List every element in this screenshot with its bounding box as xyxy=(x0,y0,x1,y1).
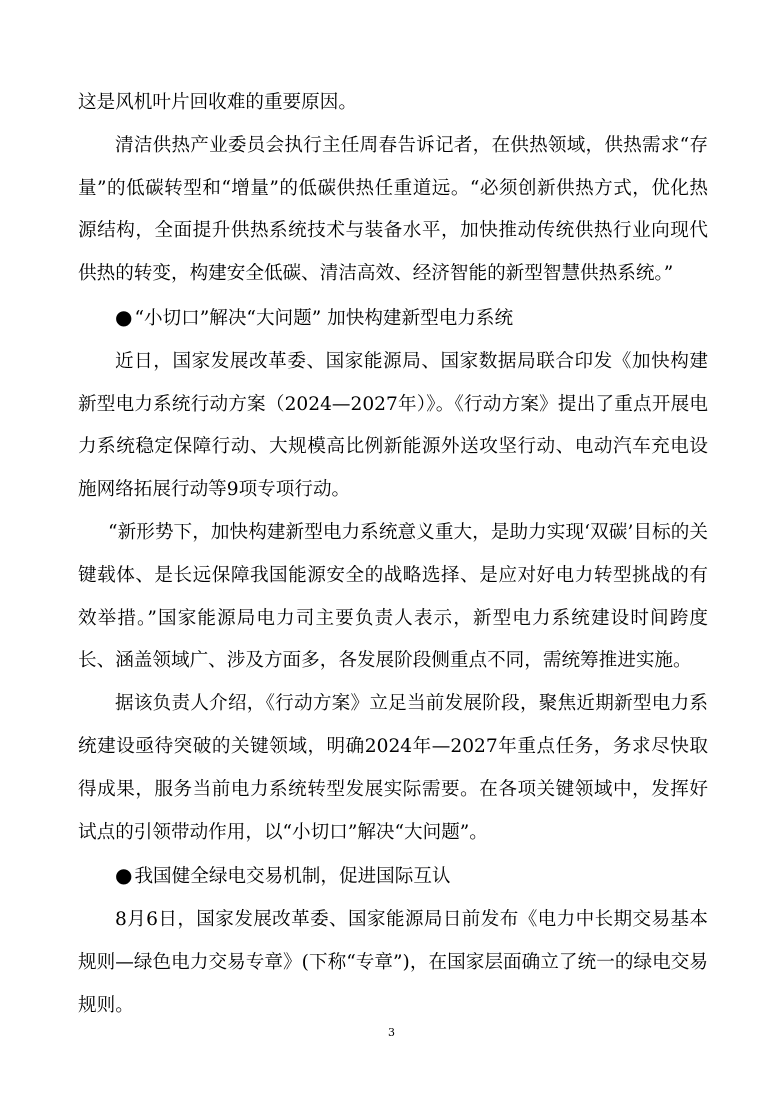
page-number: 3 xyxy=(388,1026,395,1039)
paragraph-green-trading: 8月6日，国家发展改革委、国家能源局日前发布《电力中长期交易基本规则—绿色电力交易专章》(下称“专章”)，在国家层面确立了统一的绿电交易规则。 xyxy=(78,909,708,1016)
section-heading-green-power xyxy=(78,854,708,899)
bullet-icon: ● xyxy=(115,304,133,329)
section-heading-text: 我国健全绿电交易机制，促进国际互认 xyxy=(134,866,451,888)
section-heading-text: “小切口”解决“大问题” 加快构建新型电力系统 xyxy=(134,307,514,329)
paragraph-quote: “新形势下，加快构建新型电力系统意义重大，是助力实现‘双碳’目标的关键载体、是长远保障我国能源安全的战略选择、是应对好电力转型挑战的有效举措。”国家能源局电力司主要负责人表示，新型电力系统建设时间跨度长、涵盖领域广、涉及方面多，各发展阶段侧重点不同，需统筹推进实施。 xyxy=(78,521,708,672)
paragraph-heating: 清洁供热产业委员会执行主任周春告诉记者，在供热领域，供热需求“存量”的低碳转型和“增量”的低碳供热任重道远。“必须创新供热方式，优化热源结构，全面提升供热系统技术与装备水平，加快推动传统供热行业向现代供热的转变，构建安全低碳、清洁高效、经济智能的新型智慧供热系统。” xyxy=(78,134,708,285)
document-body xyxy=(78,82,708,1028)
bullet-icon: ● xyxy=(115,863,133,888)
paragraph-action-plan: 近日，国家发展改革委、国家能源局、国家数据局联合印发《加快构建新型电力系统行动方案（2024—2027年）》。《行动方案》提出了重点开展电力系统稳定保障行动、大规模高比例新能源外送攻坚行动、电动汽车充电设施网络拓展行动等9项专项行动。 xyxy=(78,350,708,501)
paragraph-continued: 这是风机叶片回收难的重要原因。 xyxy=(78,92,357,113)
section-heading-power-system xyxy=(78,296,708,341)
paragraph-introduction: 据该负责人介绍，《行动方案》立足当前发展阶段，聚焦近期新型电力系统建设亟待突破的关键领域，明确2024年—2027年重点任务，务求尽快取得成果，服务当前电力系统转型发展实际需要。在各项关键领域中，发挥好试点的引领带动作用，以“小切口”解决“大问题”。 xyxy=(78,693,708,843)
